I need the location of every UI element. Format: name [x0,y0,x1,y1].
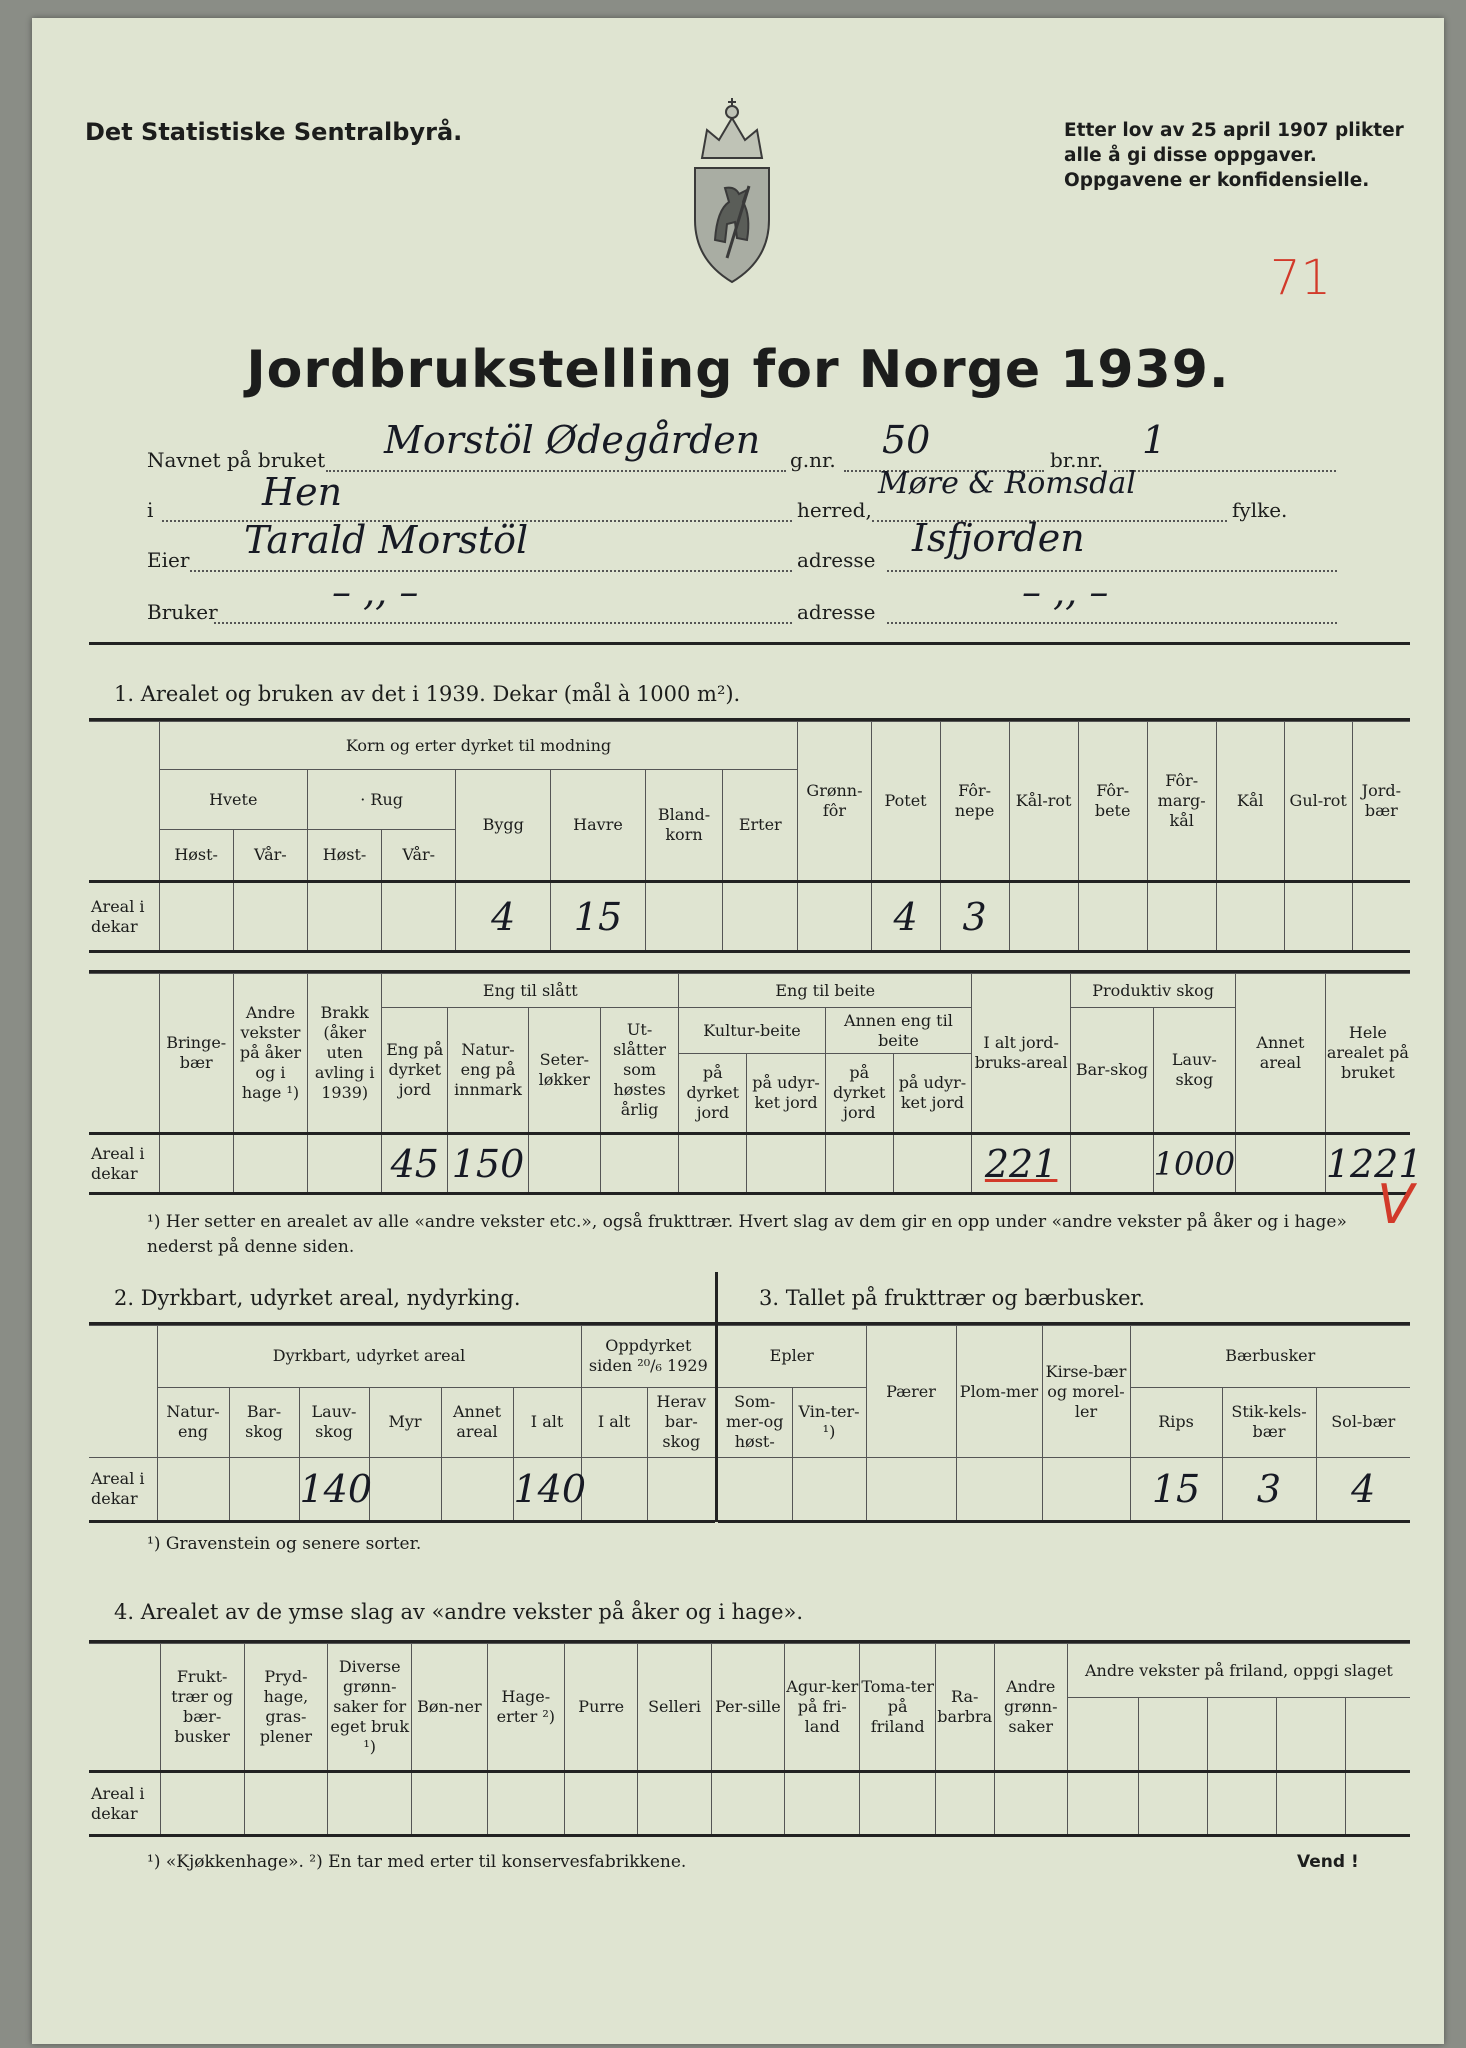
col-jordbaer: Jord-bær [1352,722,1410,882]
col-agurker: Agur-ker på fri-land [785,1644,860,1772]
herred-label: herred, [797,498,872,522]
col-barskog: Bar-skog [1071,1008,1153,1134]
check-mark: V [1377,1173,1414,1236]
col-gronnfor: Grønn-fôr [798,722,871,882]
kulturbeite-group: Kultur-beite [679,1008,825,1054]
col-rips: Rips [1130,1387,1222,1457]
col-vinter: Vin-ter-¹) [792,1387,866,1457]
col-rug: · Rug [307,770,455,830]
notice-line-2: alle å gi disse oppgaver. [1064,145,1317,166]
census-form [32,18,1444,2044]
col-kultur-dyrket: på dyrket jord [679,1054,747,1134]
user-address-value: – ,, – [1022,570,1109,614]
col-selleri: Selleri [638,1644,711,1772]
row-label: Areal i dekar [89,1772,160,1836]
section4-heading: 4. Arealet av de ymse slag av «andre vekster på åker og i hage». [114,1600,804,1624]
col-paerer: Pærer [866,1326,956,1458]
col-havre: Havre [551,770,646,882]
col-bygg: Bygg [456,770,551,882]
user-address-label: adresse [797,600,876,624]
cultivable-table [89,1325,715,1523]
col-lauvskog: Lauv-skog [1153,1008,1235,1134]
col-formargkal: Fôr-marg-kål [1147,722,1216,882]
municipality-label: i [147,498,154,522]
friland-slot-3[interactable] [1208,1698,1277,1772]
friland-slot-4[interactable] [1277,1698,1346,1772]
crop-table-1 [89,721,1410,953]
col-andre-vekster: Andre vekster på åker og i hage ¹) [233,974,307,1134]
notice-line-3: Oppgavene er konfidensielle. [1064,170,1370,191]
col-rug-host: Høst- [307,830,381,882]
col-plommer: Plom-mer [956,1326,1042,1458]
value-eng-dyrket: 45 [382,1134,448,1194]
col-myr: Myr [369,1387,441,1457]
col-hageerter: Hage-erter ²) [487,1644,565,1772]
col-rug-var: Vår- [382,830,456,882]
farm-name-label: Navnet på bruket [147,448,326,472]
col-forbete: Fôr-bete [1078,722,1147,882]
value-lauvskog: 1000 [1153,1134,1235,1194]
form-title: Jordbrukstelling for Norge 1939. [246,340,1230,400]
col-herav-barskog: Herav bar-skog [647,1387,715,1457]
col-rabarbra: Ra-barbra [935,1644,994,1772]
value-stikkelsbaer: 3 [1222,1458,1316,1522]
produktiv-skog-group: Produktiv skog [1071,974,1236,1008]
value-hele: 1221 [1325,1134,1410,1194]
row-label: Areal i dekar [89,882,159,952]
col-naturenginnmark: Natur-eng på innmark [448,1008,528,1134]
brnr-label: br.nr. [1050,448,1104,472]
section2-footnote: ¹) Gravenstein og senere sorter. [147,1534,422,1554]
col-seterlokker: Seter-løkker [528,1008,600,1134]
brnr-value: 1 [1142,418,1167,462]
col-bringebaer: Bringe-bær [159,974,233,1134]
col-diverse: Diverse grønn-saker for eget bruk ¹) [328,1644,412,1772]
vend-label: Vend ! [1297,1852,1359,1872]
municipality-value: Hen [262,470,343,514]
col-andre-gronnsaker: Andre grønn-saker [994,1644,1067,1772]
col-persille: Per-sille [711,1644,784,1772]
col-kultur-udyrket: på udyr-ket jord [747,1054,825,1134]
col-annen-dyrket: på dyrket jord [825,1054,893,1134]
col-prydhage: Pryd-hage, gras-plener [244,1644,328,1772]
section1-footnote: ¹) Her setter en arealet av alle «andre vekster etc.», også frukttrær. Hvert slag av dem gir en opp under «andre vekster på åker og i hage» nederst på denne siden. [147,1212,1347,1257]
col-purre: Purre [565,1644,638,1772]
value-solbaer: 4 [1316,1458,1410,1522]
col-annet-areal: Annet areal [1236,974,1326,1134]
col-lauvskog: Lauv-skog [299,1387,369,1457]
section4-footnote: ¹) «Kjøkkenhage». ²) En tar med erter til konservesfabrikkene. [147,1852,687,1872]
baerbusker-group: Bærbusker [1130,1326,1410,1388]
col-barskog: Bar-skog [229,1387,299,1457]
col-gulrot: Gul-rot [1284,722,1352,882]
gnr-value: 50 [882,418,931,462]
dyrkbart-group: Dyrkbart, udyrket areal [157,1326,581,1388]
owner-value: Tarald Morstöl [244,518,529,562]
garden-table [89,1643,1410,1837]
col-hvete-var: Vår- [233,830,307,882]
value-naturenginnmark: 150 [448,1134,528,1194]
friland-slot-2[interactable] [1139,1698,1208,1772]
user-label: Bruker [147,600,218,624]
gnr-label: g.nr. [790,448,836,472]
col-kal: Kål [1216,722,1284,882]
owner-label: Eier [147,548,190,572]
user-value: – ,, – [332,570,419,614]
col-solbaer: Sol-bær [1316,1387,1410,1457]
col-stikkelsbaer: Stik-kels-bær [1222,1387,1316,1457]
col-eng-dyrket: Eng på dyrket jord [382,1008,448,1134]
col-bonner: Bøn-ner [412,1644,487,1772]
col-i-alt-jordbruk: I alt jord-bruks-areal [972,974,1071,1134]
eng-slatt-group: Eng til slått [382,974,679,1008]
oppdyrket-group: Oppdyrket siden ²⁰/₆ 1929 [581,1326,715,1388]
col-hvete: Hvete [159,770,307,830]
value-rips: 15 [1130,1458,1222,1522]
legal-notice [1064,118,1424,193]
friland-slot-5[interactable] [1346,1698,1410,1772]
value-fornepe: 3 [940,882,1009,952]
col-utslatter: Ut-slåtter som høstes årlig [600,1008,678,1134]
col-annet-areal: Annet areal [441,1387,513,1457]
value-i-alt: 221 [972,1134,1071,1194]
col-fornepe: Fôr-nepe [940,722,1009,882]
col-i-alt: I alt [513,1387,581,1457]
owner-address-label: adresse [797,548,876,572]
friland-slot-1[interactable] [1067,1698,1138,1772]
farm-name-value: Morstöl Ødegården [384,418,761,462]
value-potet: 4 [871,882,940,952]
value-lauvskog: 140 [299,1458,369,1522]
section1-heading: 1. Arealet og bruken av det i 1939. Dekar (mål à 1000 m²). [114,682,741,706]
andre-friland-group: Andre vekster på friland, oppgi slaget [1067,1644,1410,1698]
col-naturenig: Natur-eng [157,1387,229,1457]
fruit-table [718,1325,1410,1523]
crop-table-2 [89,973,1423,1195]
fylke-label: fylke. [1232,498,1288,522]
col-frukttrer: Frukt-trær og bær-busker [160,1644,244,1772]
col-hvete-host: Høst- [159,830,233,882]
eng-beite-group: Eng til beite [679,974,972,1008]
col-blandkorn: Bland-korn [645,770,722,882]
section3-heading: 3. Tallet på frukttrær og bærbusker. [759,1286,1145,1310]
col-tomater: Toma-ter på friland [860,1644,935,1772]
value-havre: 15 [551,882,646,952]
col-brakk: Brakk (åker uten avling i 1939) [308,974,382,1134]
col-oppdyrket-i-alt: I alt [581,1387,647,1457]
epler-group: Epler [718,1326,866,1388]
margin-mark: 71 [1270,250,1332,306]
col-annen-udyrket: på udyr-ket jord [893,1054,971,1134]
county-value: Møre & Romsdal [878,466,1136,501]
col-kirsebaer: Kirse-bær og morel-ler [1042,1326,1130,1458]
owner-address-value: Isfjorden [912,516,1085,560]
agency-name: Det Statistiske Sentralbyrå. [85,118,463,146]
col-kalrot: Kål-rot [1009,722,1078,882]
value-i-alt: 140 [513,1458,581,1522]
annen-beite-group: Annen eng til beite [825,1008,971,1054]
value-bygg: 4 [456,882,551,952]
korn-group-header: Korn og erter dyrket til modning [159,722,798,770]
col-erter: Erter [723,770,798,882]
col-sommer: Som-mer-og høst- [718,1387,792,1457]
row-label: Areal i dekar [89,1134,159,1194]
section2-heading: 2. Dyrkbart, udyrket areal, nydyrking. [114,1286,521,1310]
coat-of-arms-icon [677,90,787,290]
notice-line-1: Etter lov av 25 april 1907 plikter [1064,120,1404,141]
col-potet: Potet [871,722,940,882]
row-label: Areal i dekar [89,1458,157,1522]
col-hele-arealet: Hele arealet på bruket [1325,974,1410,1134]
